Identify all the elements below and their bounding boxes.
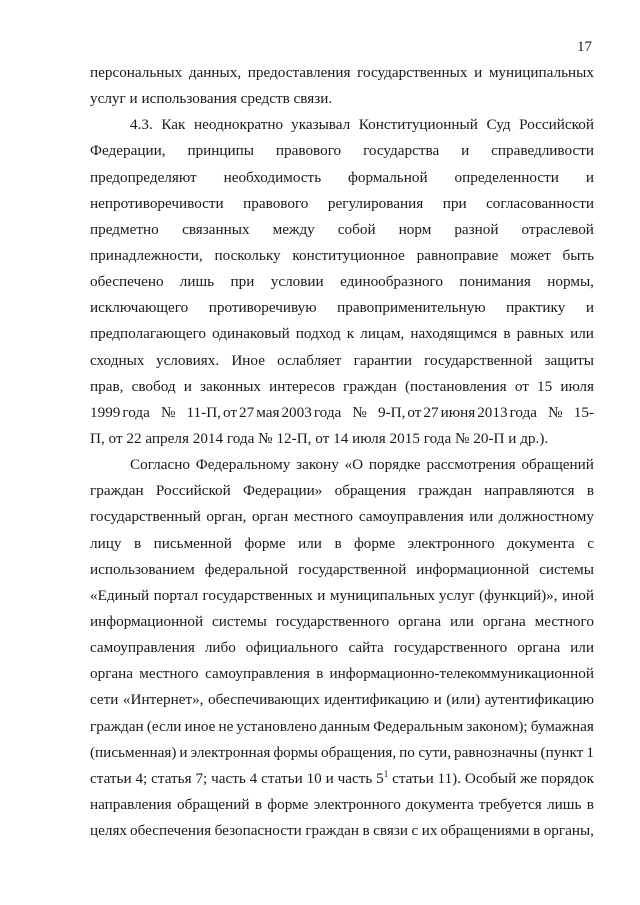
- word: форме: [244, 534, 286, 552]
- word: сайта: [348, 639, 384, 657]
- word: гарантии: [353, 351, 412, 369]
- text-line-with-superscript: [90, 766, 594, 792]
- word: (письменная): [90, 743, 177, 761]
- word: в: [586, 795, 594, 813]
- word: иное: [184, 717, 216, 735]
- word: самоуправления: [205, 665, 310, 683]
- superscript: 1: [383, 768, 389, 779]
- word: разной: [454, 220, 499, 238]
- word: принадлежности,: [90, 246, 203, 264]
- word: муниципальных: [488, 64, 594, 81]
- word: и: [461, 142, 470, 160]
- word: закону: [296, 456, 339, 474]
- word: граждан: [90, 482, 144, 500]
- word: (или): [446, 691, 481, 709]
- word: или: [469, 508, 494, 526]
- text-line: П, от 22 апреля 2014 года № 12-П, от 14 июля 2015 года № 20-П и др.).: [90, 429, 549, 447]
- word: обеспечения: [129, 822, 212, 840]
- word: №: [151, 403, 185, 421]
- text-line: [90, 321, 594, 347]
- word: законом);: [466, 717, 528, 735]
- text-line: [90, 191, 594, 217]
- text-line: [90, 531, 594, 557]
- word: интересов: [269, 377, 336, 395]
- word: и: [317, 586, 326, 604]
- word: электронного: [407, 534, 495, 552]
- word: года: [509, 403, 538, 421]
- word: органа: [398, 612, 442, 630]
- word: их: [421, 822, 437, 840]
- word: и: [474, 64, 483, 81]
- word: государственный: [90, 508, 201, 526]
- word: услуг: [438, 586, 475, 604]
- word: государственной: [424, 351, 533, 369]
- word: может: [510, 246, 551, 264]
- word: условиях.: [155, 351, 220, 369]
- word: орган,: [206, 508, 247, 526]
- word: указывал: [291, 116, 351, 134]
- word: и: [585, 168, 594, 186]
- word: обеспечивающих: [207, 691, 320, 709]
- word: условии: [270, 273, 324, 291]
- text-line: [90, 792, 594, 818]
- word: порядке: [368, 456, 421, 474]
- word: исключающего: [90, 299, 189, 317]
- word: регулирования: [327, 194, 424, 212]
- word: форме: [353, 534, 396, 552]
- word: «Единый: [90, 586, 150, 604]
- word: Федерации,: [90, 142, 166, 160]
- word: Согласно: [130, 456, 190, 474]
- word: при: [230, 273, 255, 291]
- word: неоднократно: [193, 116, 283, 134]
- word: согласованности: [486, 194, 594, 212]
- word: или: [570, 325, 594, 343]
- word: непротиворечивости: [90, 194, 224, 212]
- word: персональных: [90, 64, 183, 81]
- word: органа: [90, 665, 134, 683]
- word: лицу: [90, 534, 122, 552]
- word: защиты: [544, 351, 594, 369]
- word: данным: [319, 717, 371, 735]
- word: бумажная: [530, 717, 594, 735]
- word: и: [585, 299, 594, 317]
- word: 2003: [281, 403, 312, 421]
- word: свобод: [131, 377, 176, 395]
- word: информационно-телекоммуникационной: [329, 665, 594, 683]
- word: от: [514, 377, 529, 395]
- word: принципы: [187, 142, 255, 160]
- word: орган: [251, 508, 289, 526]
- word: обращениями: [440, 822, 530, 840]
- word: связанных: [182, 220, 250, 238]
- word: самоуправления: [90, 639, 195, 657]
- word: обращений: [521, 456, 594, 474]
- word: государства: [363, 142, 440, 160]
- word: местного: [534, 612, 594, 630]
- word: в: [586, 482, 594, 500]
- text-line: [90, 557, 594, 583]
- word: в: [254, 795, 262, 813]
- word: ослабляет: [277, 351, 342, 369]
- text-line: [90, 583, 594, 609]
- word: №: [539, 403, 572, 421]
- word: предметно: [90, 220, 160, 238]
- word: либо: [204, 639, 236, 657]
- page-number: 17: [577, 39, 592, 55]
- text-line: [90, 374, 594, 400]
- word: связи: [373, 822, 408, 840]
- word: государственной: [298, 560, 407, 578]
- word: официального: [245, 639, 339, 657]
- word: нормы,: [547, 273, 594, 291]
- word: Конституционный: [358, 116, 478, 134]
- word: равнозначны: [454, 743, 538, 761]
- word: информационной: [90, 612, 204, 630]
- text-line: [90, 478, 594, 504]
- word: в: [362, 822, 370, 840]
- word: граждан: [90, 717, 144, 735]
- word: Российской: [155, 482, 231, 500]
- word: обращения,: [321, 743, 397, 761]
- document-body: [90, 60, 594, 844]
- word: рассмотрения: [426, 456, 516, 474]
- word: 27: [239, 403, 255, 421]
- word: граждан: [305, 822, 359, 840]
- text-line: [90, 687, 594, 713]
- word: (если: [146, 717, 182, 735]
- word: законных: [200, 377, 262, 395]
- word: правового: [275, 142, 342, 160]
- word: предполагающего: [90, 325, 207, 343]
- word: поскольку: [214, 246, 281, 264]
- word: формы: [273, 743, 318, 761]
- word: в: [133, 534, 142, 552]
- word: Федерации»: [243, 482, 323, 500]
- word: года: [313, 403, 342, 421]
- text-line: [90, 295, 594, 321]
- word: обращений: [177, 795, 250, 813]
- word: (постановления: [404, 377, 507, 395]
- text-line: [90, 504, 594, 530]
- word: по: [399, 743, 416, 761]
- word: и: [183, 377, 192, 395]
- word: формальной: [348, 168, 428, 186]
- word: 27: [423, 403, 439, 421]
- word: в: [503, 325, 511, 343]
- text-line: [90, 740, 594, 766]
- word: целях: [90, 822, 127, 840]
- word: муниципальных: [329, 586, 435, 604]
- paragraph-start-line: [90, 112, 594, 138]
- word: от: [407, 403, 422, 421]
- word: граждан: [418, 482, 472, 500]
- word: собой: [337, 220, 376, 238]
- word: равноправие: [416, 246, 499, 264]
- word: (пункт: [540, 743, 584, 761]
- word: 2013: [477, 403, 508, 421]
- word: иной: [562, 586, 594, 604]
- word: не: [218, 717, 234, 735]
- word: правоприменительную: [337, 299, 486, 317]
- text-segment: статьи 4; статья 7; часть 4 статьи 10 и часть 5: [90, 769, 384, 787]
- word: электронная: [190, 743, 271, 761]
- text-line: [90, 348, 594, 374]
- word: конституционное: [292, 246, 405, 264]
- word: безопасности: [214, 822, 302, 840]
- word: требуется: [478, 795, 542, 813]
- word: местного: [293, 508, 354, 526]
- word: предопределяют: [90, 168, 197, 186]
- word: и: [179, 743, 188, 761]
- word: определенности: [454, 168, 559, 186]
- word: одинаковый: [212, 325, 290, 343]
- word: «О: [344, 456, 364, 474]
- word: или: [298, 534, 322, 552]
- word: государственного: [275, 612, 390, 630]
- word: быть: [562, 246, 594, 264]
- word: обеспечено: [90, 273, 164, 291]
- word: к: [346, 325, 355, 343]
- word: данных,: [188, 64, 242, 81]
- word: Суд: [486, 116, 511, 134]
- text-line: [90, 165, 594, 191]
- word: должностному: [498, 508, 594, 526]
- word: необходимость: [223, 168, 322, 186]
- word: 11-П,: [186, 403, 221, 421]
- word: июля: [560, 377, 594, 395]
- word: мая: [256, 403, 280, 421]
- word: при: [442, 194, 467, 212]
- word: 15-: [573, 403, 594, 421]
- word: государственных: [357, 64, 468, 81]
- word: (функций)»,: [479, 586, 558, 604]
- word: и: [433, 691, 442, 709]
- word: органа: [482, 612, 526, 630]
- word: федеральной: [204, 560, 289, 578]
- word: 4.3.: [130, 116, 153, 134]
- word: документа: [506, 534, 575, 552]
- word: 15: [536, 377, 553, 395]
- word: №: [343, 403, 376, 421]
- word: правового: [243, 194, 309, 212]
- word: понимания: [459, 273, 531, 291]
- word: Как: [161, 116, 186, 134]
- word: в: [316, 665, 324, 683]
- word: обращения: [334, 482, 406, 500]
- word: равных: [516, 325, 564, 343]
- word: системы: [539, 560, 594, 578]
- word: прав,: [90, 377, 124, 395]
- word: справедливости: [491, 142, 594, 160]
- word: государственного: [393, 639, 508, 657]
- word: лицам,: [360, 325, 405, 343]
- word: системы: [212, 612, 267, 630]
- word: самоуправления: [358, 508, 464, 526]
- word: установлено: [236, 717, 317, 735]
- word: предоставления: [247, 64, 351, 81]
- word: Иное: [231, 351, 265, 369]
- word: между: [272, 220, 315, 238]
- text-line: [90, 400, 594, 426]
- word: местного: [139, 665, 199, 683]
- word: сходных: [90, 351, 144, 369]
- word: подход: [295, 325, 341, 343]
- word: органа: [517, 639, 561, 657]
- word: лишь: [547, 795, 582, 813]
- word: аутентификацию: [484, 691, 594, 709]
- word: с: [411, 822, 419, 840]
- word: отраслевой: [521, 220, 594, 238]
- word: электронного: [313, 795, 401, 813]
- word: направления: [90, 795, 172, 813]
- word: Федеральным: [373, 717, 464, 735]
- word: органы,: [543, 822, 594, 840]
- word: противоречивую: [208, 299, 317, 317]
- word: июня: [440, 403, 476, 421]
- word: документа: [405, 795, 474, 813]
- paragraph-start-line: [90, 452, 594, 478]
- word: сути,: [418, 743, 452, 761]
- word: Российской: [519, 116, 594, 134]
- text-line: [90, 269, 594, 295]
- text-line: [90, 60, 594, 86]
- word: сети: [90, 691, 119, 709]
- text-line: [90, 609, 594, 635]
- text-line: [90, 818, 594, 844]
- word: идентификацию: [324, 691, 430, 709]
- word: или: [450, 612, 474, 630]
- word: 1: [586, 743, 594, 761]
- word: направляются: [484, 482, 575, 500]
- text-line: [90, 243, 594, 269]
- text-line: [90, 138, 594, 164]
- text-line: [90, 714, 594, 740]
- word: информационной: [416, 560, 530, 578]
- word: с: [587, 534, 594, 552]
- text-line: услуг и использования средств связи.: [90, 90, 333, 108]
- word: «Интернет»,: [122, 691, 204, 709]
- word: использованием: [90, 560, 195, 578]
- word: находящимся: [410, 325, 498, 343]
- word: портал: [153, 586, 199, 604]
- word: государственных: [202, 586, 313, 604]
- text-line: [90, 661, 594, 687]
- word: в: [334, 534, 342, 552]
- word: норм: [398, 220, 432, 238]
- word: или: [570, 639, 594, 657]
- text-line: [90, 635, 594, 661]
- word: лишь: [179, 273, 215, 291]
- word: форме: [267, 795, 309, 813]
- word: от: [222, 403, 238, 421]
- word: граждан: [343, 377, 397, 395]
- word: 9-П,: [377, 403, 406, 421]
- word: 1999: [90, 403, 121, 421]
- word: в: [533, 822, 541, 840]
- text-line: [90, 217, 594, 243]
- word: единообразного: [340, 273, 444, 291]
- text-segment: статьи 11). Особый же порядок: [388, 769, 594, 787]
- word: Федеральному: [195, 456, 291, 474]
- word: года: [122, 403, 150, 421]
- word: письменной: [153, 534, 232, 552]
- word: практику: [506, 299, 566, 317]
